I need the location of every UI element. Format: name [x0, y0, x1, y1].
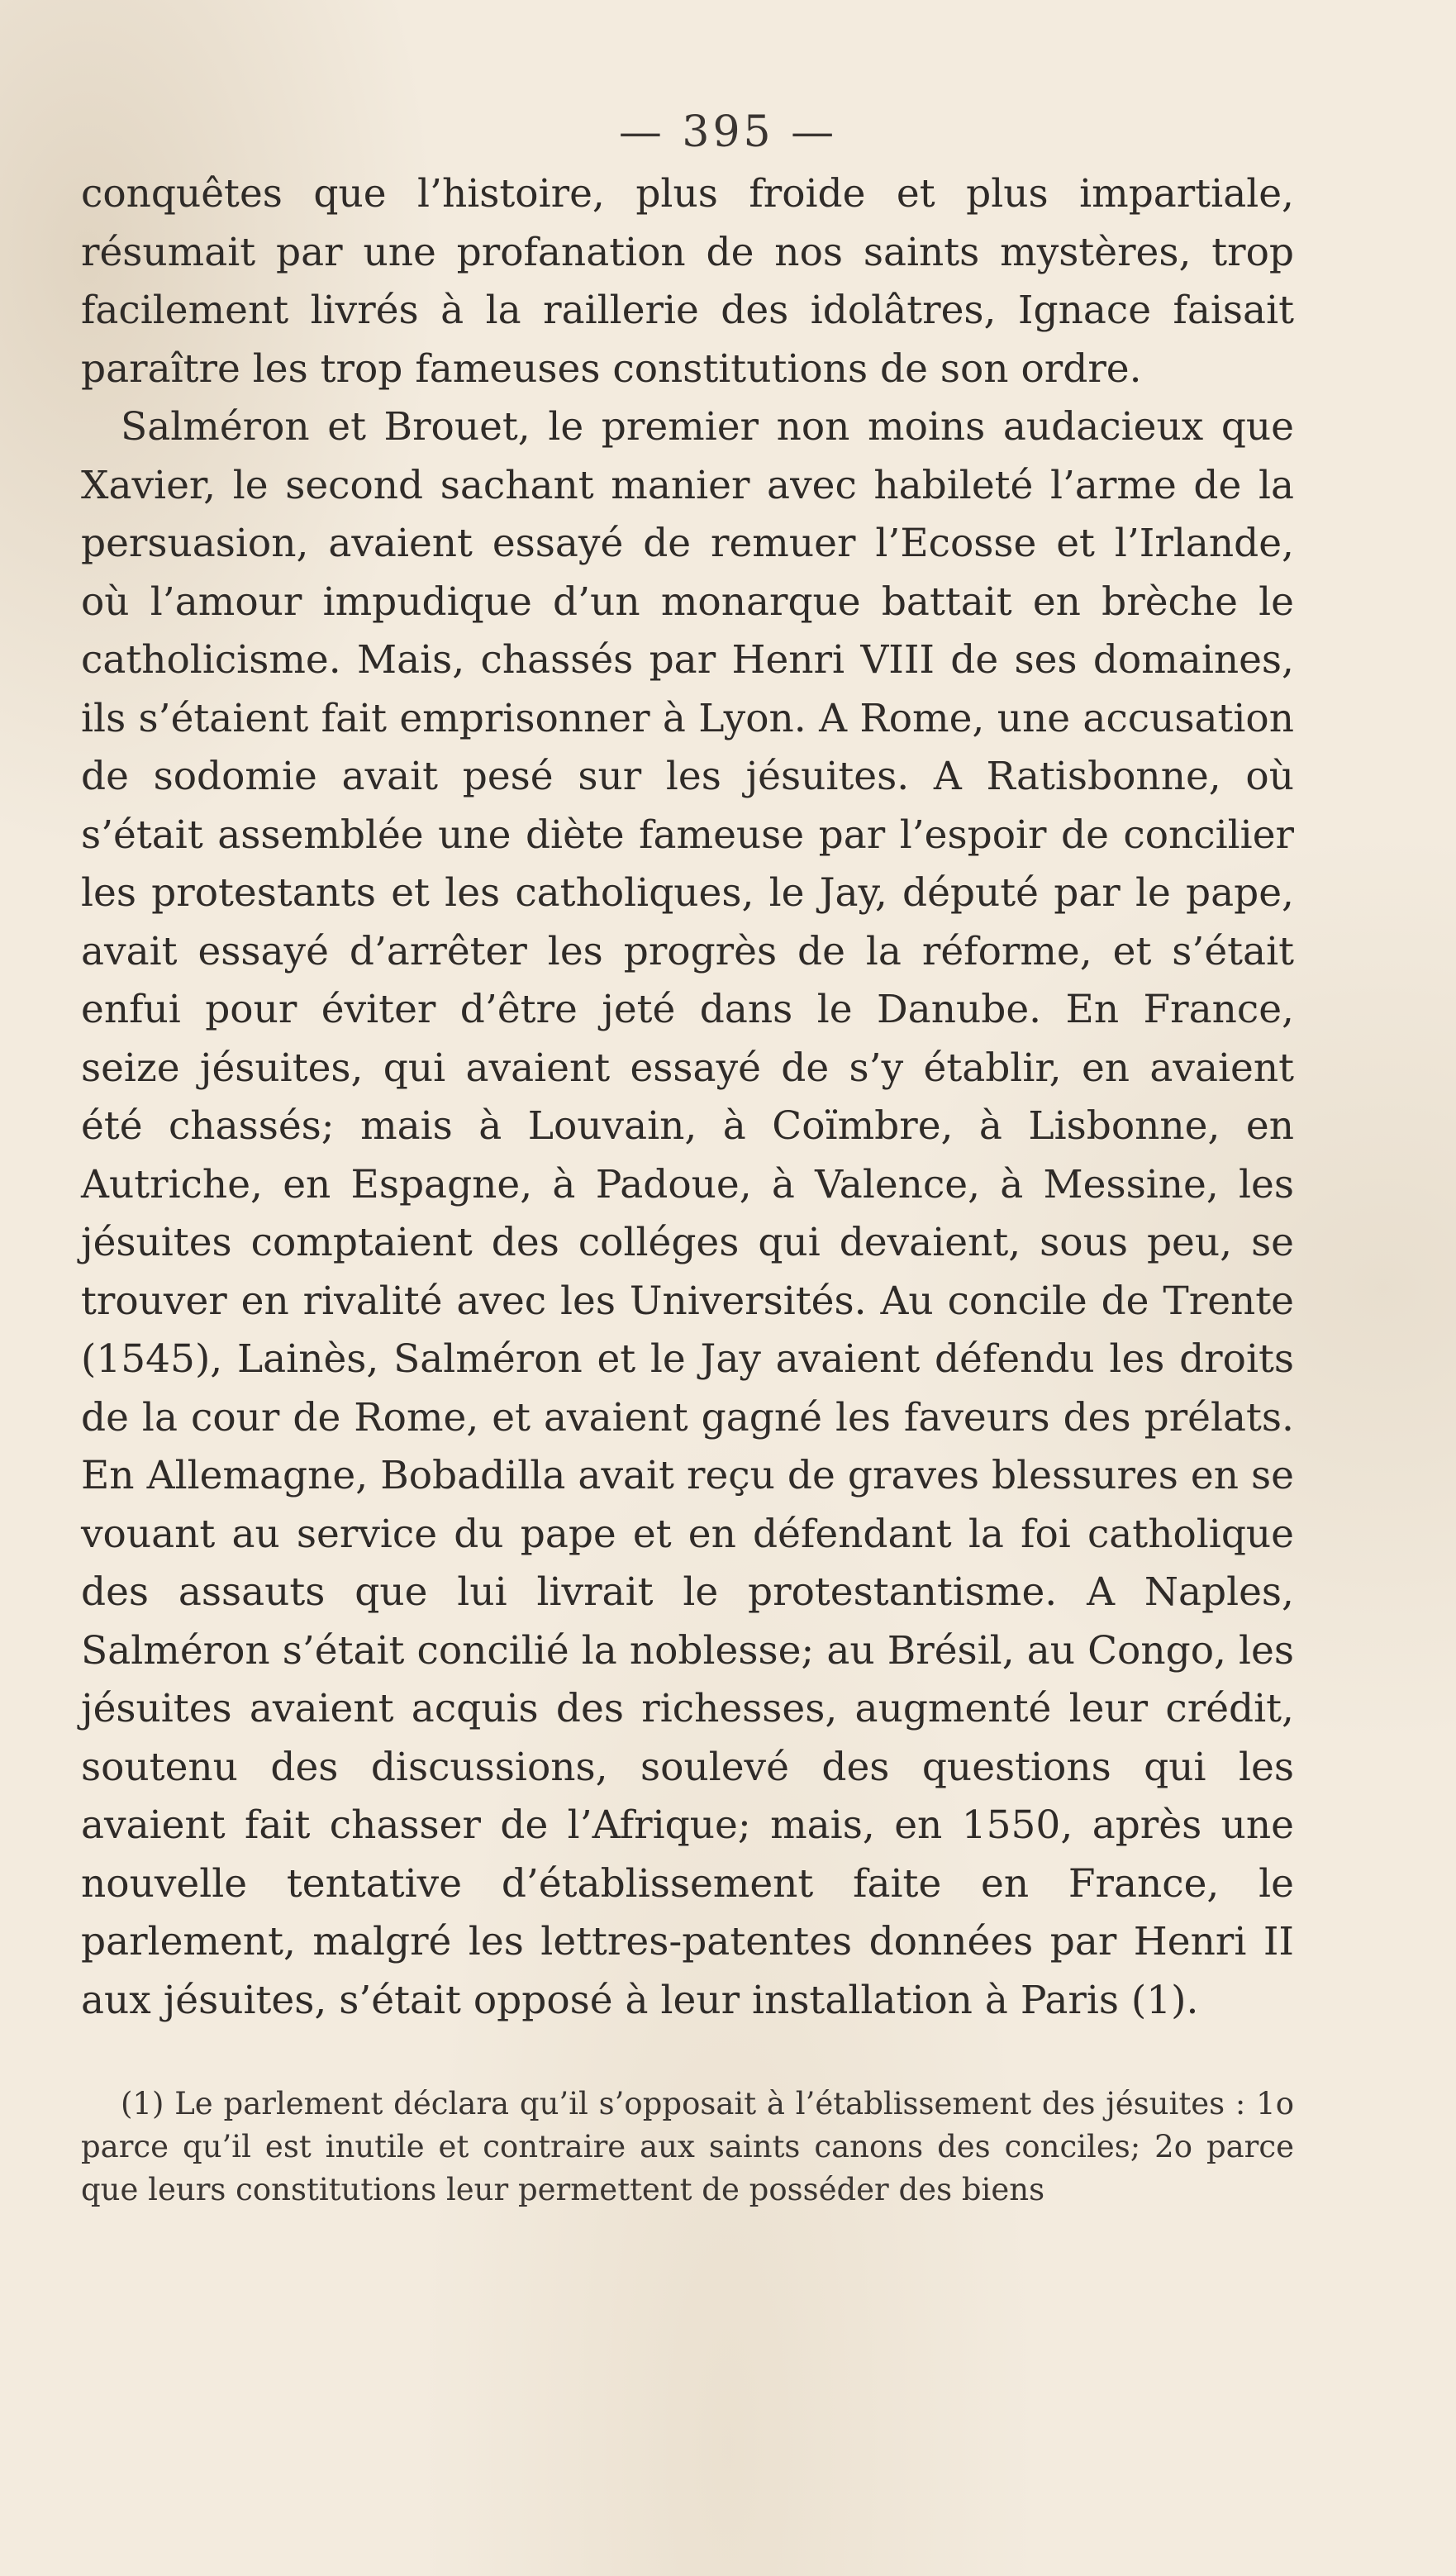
footnote-text: (1) Le parlement déclara qu’il s’opposait à l’établissement des jésuites : 1o parce qu’il est inutile et contraire aux saints canons des conciles; 2o parce que leurs constitutions leur permettent de posséder des biens [81, 2086, 1294, 2207]
paragraph: Salméron et Brouet, le premier non moins audacieux que Xavier, le second sachant manier avec habileté l’arme de la persuasion, avaient essayé de remuer l’Ecosse et l’Irlande, où l’amour impudique d’un monarque battait en brèche le catholicisme. Mais, chassés par Henri VIII de ses domaines, ils s’étaient fait emprisonner à Lyon. A Rome, une accusation de sodomie avait pesé sur les jésuites. A Ratisbonne, où s’était assemblée une diète fameuse par l’espoir de concilier les protestants et les catholiques, le Jay, député par le pape, avait essayé d’arrêter les progrès de la réforme, et s’était enfui pour éviter d’être jeté dans le Danube. En France, seize jésuites, qui avaient essayé de s’y établir, en avaient été chassés; mais à Louvain, à Coïmbre, à Lisbonne, en Autriche, en Espagne, à Padoue, à Valence, à Messine, les jésuites comptaient des colléges qui devaient, sous peu, se trouver en rivalité avec les Universités. Au concile de Trente (1545), Lainès, Salméron et le Jay avaient défendu les droits de la cour de Rome, et avaient gagné les faveurs des prélats. En Allemagne, Bobadilla avait reçu de graves blessures en se vouant au service du pape et en défendant la foi catholique des assauts que lui livrait le protestantisme. A Naples, Salméron s’était concilié la noblesse; au Brésil, au Congo, les jésuites avaient acquis des richesses, augmenté leur crédit, soutenu des discussions, soulevé des questions qui les avaient fait chasser de l’Afrique; mais, en 1550, après une nouvelle tentative d’établissement faite en France, le parlement, malgré les lettres-patentes données par Henri II aux jésuites, s’était opposé à leur installation à Paris (1). [81, 404, 1294, 2023]
paragraph: conquêtes que l’histoire, plus froide et plus impartiale, résumait par une profanation de nos saints mystères, trop facilement livrés à la raillerie des idolâtres, Ignace faisait paraître les trop fameuses constitutions de son ordre. [81, 171, 1294, 392]
footnote [81, 2083, 1294, 2212]
page-number: — 395 — [618, 107, 838, 157]
main-text [81, 165, 1294, 2030]
